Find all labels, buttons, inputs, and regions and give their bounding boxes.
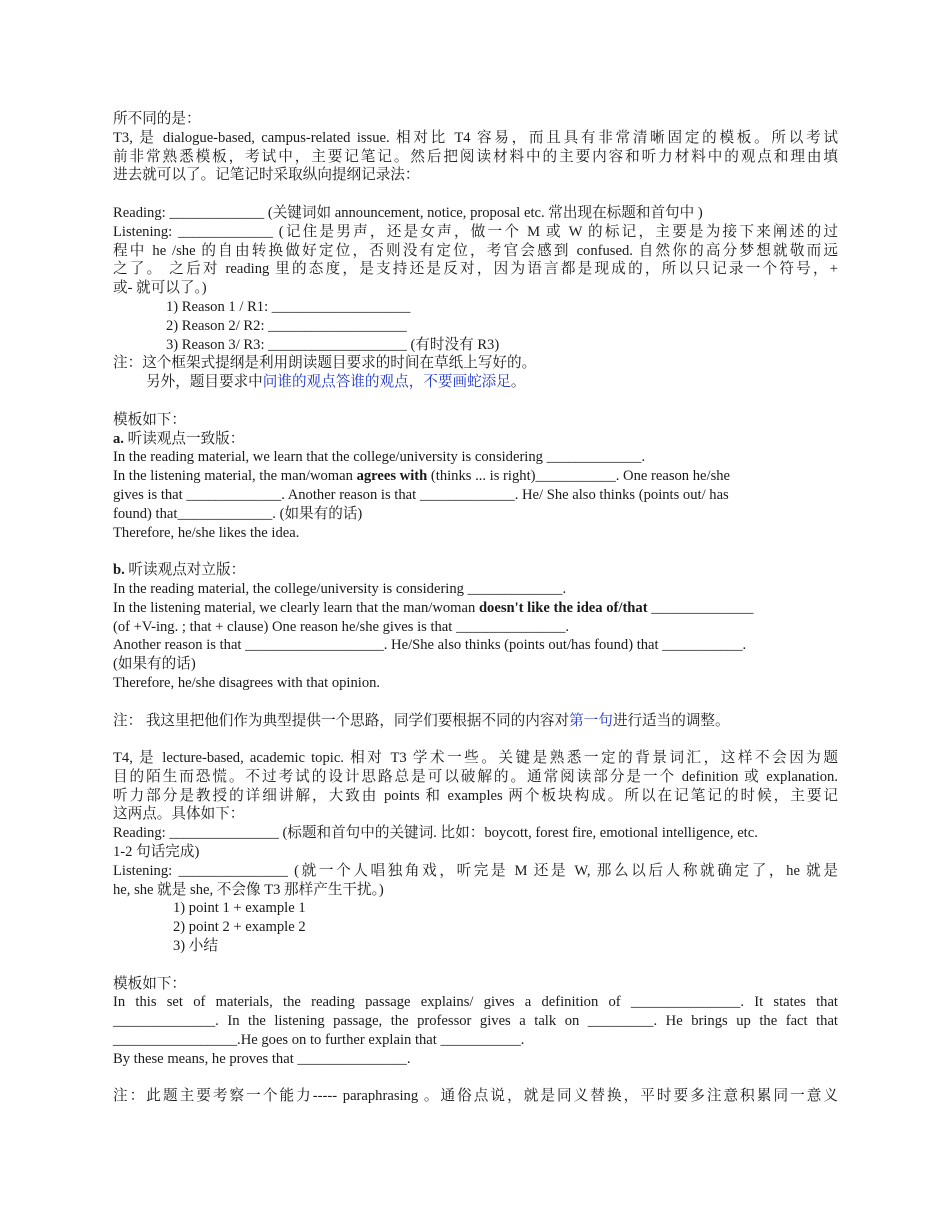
text-line: [113, 599, 838, 618]
text-line: In the reading material, we learn that the college/university is considering _____________.: [113, 449, 646, 466]
document-page: [113, 110, 838, 1106]
text-run: 。: [510, 374, 526, 391]
text-line: In this set of materials, the reading passage explains/ gives a definition of _______________. It states that: [113, 994, 838, 1011]
text-line: 之了。 之后对 reading 里的态度，是支持还是反对，因为语言都是现成的，所以只记录一个符号，+: [113, 261, 838, 278]
text-run: (thinks ... is right)___________. One reason he/she: [427, 468, 731, 485]
label-b: b.: [113, 562, 125, 579]
text-line: Reading: _____________ (关键词如 announcement, notice, proposal etc. 常出现在标题和首句中 ): [113, 204, 703, 221]
reason-line: 1) Reason 1 / R1: ___________________: [166, 298, 411, 315]
text-run: 注： 我这里把他们作为典型提供一个思路，同学们要根据不同的内容对: [113, 712, 570, 729]
text-line: [113, 467, 838, 486]
blank-line: [113, 1069, 838, 1088]
section-heading: 模板如下：: [113, 975, 186, 992]
note-line: [113, 712, 838, 731]
blank-line: [113, 392, 838, 411]
text-line: 程中 he /she 的自由转换做好定位，否则没有定位，考官会感到 confused. 自然你的高分梦想就敬而远: [113, 242, 838, 259]
text-line: 这两点。具体如下：: [113, 806, 245, 823]
text-line: Another reason is that ___________________. He/She also thinks (points out/has found) that ___________.: [113, 637, 747, 654]
text-line: (如果有的话): [113, 656, 196, 673]
section-heading: 模板如下：: [113, 411, 186, 428]
blank-line: [113, 542, 838, 561]
text-run: 听读观点对立版：: [124, 562, 246, 579]
subsection-heading: [113, 561, 838, 580]
reason-line: 2) Reason 2/ R2: ___________________: [166, 317, 407, 334]
text-line: 所不同的是：: [113, 111, 201, 127]
highlighted-text: 第一句: [569, 712, 613, 729]
subsection-heading: [113, 430, 838, 449]
text-line: he, she 就是 she, 不会像 T3 那样产生干扰。): [113, 881, 384, 898]
text-line: 目的陌生而恐慌。不过考试的设计思路总是可以破解的。通常阅读部分是一个 definition 或 explanation.: [113, 768, 838, 785]
text-line: gives is that _____________. Another reason is that _____________. He/ She also thinks (points out/ has: [113, 486, 729, 503]
point-line: 3) 小结: [173, 938, 218, 955]
reason-line: 3) Reason 3/ R3: ___________________ (有时没有 R3): [166, 336, 500, 353]
text-line: 听力部分是教授的详细讲解，大致由 points 和 examples 两个板块构成。所以在记笔记的时候，主要记: [113, 787, 838, 804]
point-line: 1) point 1 + example 1: [173, 900, 306, 917]
text-run: In the listening material, the man/woman: [113, 468, 357, 485]
text-line: 1-2 句话完成): [113, 844, 200, 861]
text-run: ______________: [647, 599, 754, 616]
blank-line: [113, 730, 838, 749]
text-line: _________________.He goes on to further explain that ___________.: [113, 1032, 525, 1049]
blank-line: [113, 185, 838, 204]
text-line: found) that_____________. (如果有的话): [113, 505, 363, 522]
text-line: Therefore, he/she likes the idea.: [113, 524, 300, 541]
text-line: T3, 是 dialogue-based, campus-related issue. 相对比 T4 容易，而且具有非常清晰固定的模板。所以考试: [113, 129, 838, 146]
text-line: (of +V-ing. ; that + clause) One reason he/she gives is that _______________.: [113, 618, 570, 635]
label-a: a.: [113, 430, 124, 447]
text-line: 或- 就可以了。): [113, 280, 207, 297]
text-run: 进行适当的调整。: [612, 712, 730, 729]
bold-text: doesn't like the idea of/that: [478, 599, 648, 616]
note-line: [113, 373, 838, 392]
text-run: In the listening material, we clearly learn that the man/woman: [113, 599, 479, 616]
text-line: Listening: _____________ (记住是男声，还是女声，做一个 M 或 W 的标记，主要是为接下来阐述的过: [113, 223, 838, 240]
note-line: 注：此题主要考察一个能力----- paraphrasing 。通俗点说，就是同义替换，平时要多注意积累同一意义: [113, 1088, 838, 1105]
text-line: 前非常熟悉模板，考试中，主要记笔记。然后把阅读材料中的主要内容和听力材料中的观点和理由填: [113, 148, 838, 165]
text-line: By these means, he proves that _______________.: [113, 1050, 411, 1067]
text-line: Reading: _______________ (标题和首句中的关键词. 比如：boycott, forest fire, emotional intelligence, etc.: [113, 825, 758, 842]
blank-line: [113, 693, 838, 712]
point-line: 2) point 2 + example 2: [173, 919, 306, 936]
text-line: Listening: _______________ (就一个人唱独角戏，听完是 M 还是 W, 那么以后人称就确定了，he 就是: [113, 862, 838, 879]
text-line: T4, 是 lecture-based, academic topic. 相对 T3 学术一些。关键是熟悉一定的背景词汇，这样不会因为题: [113, 750, 838, 767]
bold-text: agrees with: [356, 468, 428, 485]
note-line: 注：这个框架式提纲是利用朗读题目要求的时间在草纸上写好的。: [113, 355, 537, 372]
highlighted-text: 问谁的观点答谁的观点，不要画蛇添足: [262, 374, 511, 391]
text-line: Therefore, he/she disagrees with that opinion.: [113, 674, 381, 691]
text-run: 另外，题目要求中: [146, 374, 263, 391]
text-run: 听读观点一致版：: [123, 430, 245, 447]
text-line: In the reading material, the college/university is considering _____________.: [113, 580, 567, 597]
text-line: ______________. In the listening passage, the professor gives a talk on _________. He brings up the fact that: [113, 1013, 838, 1030]
text-line: 进去就可以了。记笔记时采取纵向提纲记录法：: [113, 167, 420, 184]
blank-line: [113, 956, 838, 975]
